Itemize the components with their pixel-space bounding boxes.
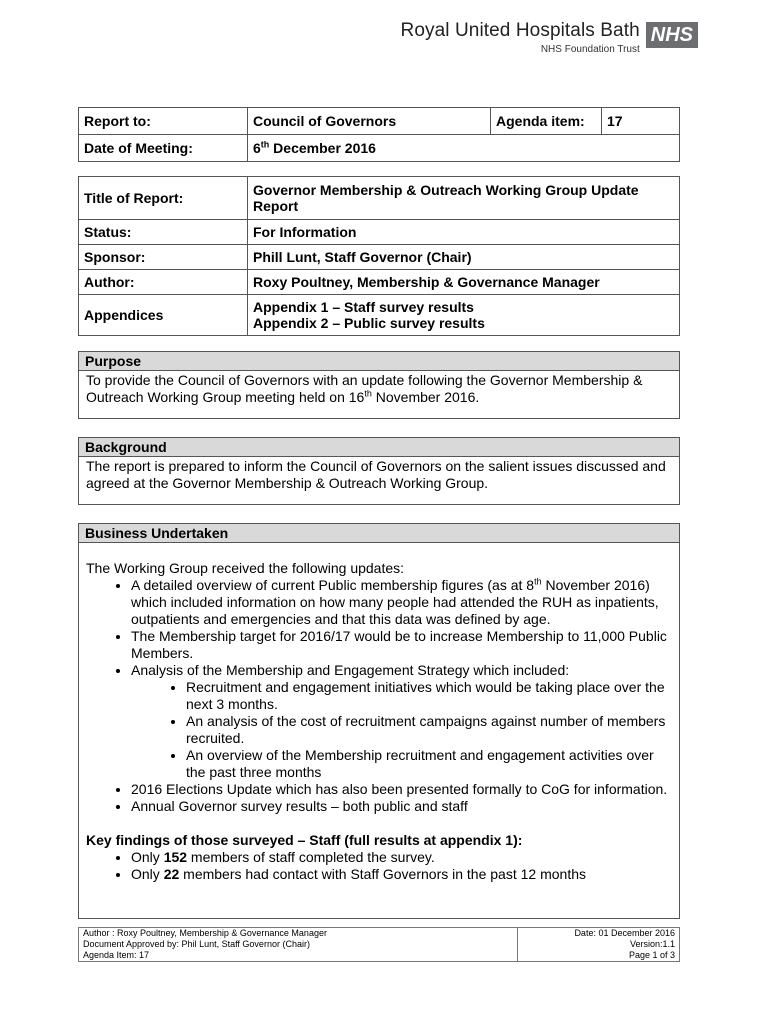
footer-approved: Document Approved by: Phil Lunt, Staff Governor (Chair): [83, 939, 310, 949]
footer-author: Author : Roxy Poultney, Membership & Governance Manager: [83, 928, 327, 938]
list-item: • An overview of the Membership recruitment and engagement activities over the past three months: [186, 747, 672, 781]
page-footer: [78, 927, 680, 962]
date-of-meeting-label: Date of Meeting:: [79, 135, 248, 162]
agenda-item-label: Agenda item:: [491, 108, 602, 135]
appendix-2: Appendix 2 – Public survey results: [253, 315, 485, 331]
key-findings-heading: Key findings of those surveyed – Staff (full results at appendix 1):: [86, 832, 523, 848]
report-to-value: Council of Governors: [248, 108, 491, 135]
date-of-meeting-value: [248, 135, 680, 162]
meeting-info-table: [78, 107, 680, 162]
sponsor-value: Phill Lunt, Staff Governor (Chair): [248, 245, 680, 270]
k1-text-a: Only: [131, 849, 164, 865]
strategy-sublist: [131, 679, 672, 781]
footer-left: [79, 928, 518, 962]
k1-number: 152: [163, 849, 188, 865]
nhs-logo: NHS: [646, 22, 698, 48]
purpose-sup: th: [364, 388, 372, 399]
appendices-value: [248, 295, 680, 336]
purpose-heading: Purpose: [79, 352, 679, 371]
b3-text: Analysis of the Membership and Engagement Strategy which included:: [131, 662, 570, 678]
report-details-table: [78, 176, 680, 336]
appendix-1: Appendix 1 – Staff survey results: [253, 299, 474, 315]
k2-text-b: members had contact with Staff Governors in the past 12 months: [179, 866, 586, 882]
report-to-label: Report to:: [79, 108, 248, 135]
k2-number: 22: [163, 866, 180, 882]
background-section: [78, 437, 680, 505]
updates-list: [86, 577, 672, 815]
list-item: • Annual Governor survey results – both public and staff: [131, 798, 672, 815]
organisation-block: [401, 20, 640, 55]
list-item: [131, 849, 672, 866]
status-value: For Information: [248, 220, 680, 245]
author-label: Author:: [79, 270, 248, 295]
purpose-text-a: To provide the Council of Governors with an update following the Governor Membership & Outreach Working Group meeting held on 16: [86, 372, 643, 405]
list-item: [131, 866, 672, 883]
page-header: [401, 20, 699, 55]
footer-version: Version:1.1: [629, 939, 675, 949]
footer-agenda: Agenda Item: 17: [83, 950, 150, 960]
business-heading: Business Undertaken: [79, 524, 679, 543]
list-item: • The Membership target for 2016/17 would be to increase Membership to 11,000 Public Members.: [131, 628, 672, 662]
agenda-item-value: 17: [602, 108, 680, 135]
footer-right: [518, 928, 680, 962]
b1-text-b: November 2016) which included information on how many people had attended the RUH as inpatients, outpatients and emergencies and that this data was defined by age.: [131, 577, 659, 627]
title-value: Governor Membership & Outreach Working Group Update Report: [248, 177, 680, 220]
purpose-section: [78, 351, 680, 419]
footer-page: Page 1 of 3: [628, 950, 675, 960]
business-body: [79, 543, 679, 884]
k1-text-b: members of staff completed the survey.: [187, 849, 435, 865]
sponsor-label: Sponsor:: [79, 245, 248, 270]
b1-sup: th: [534, 576, 542, 587]
footer-date: Date: 01 December 2016: [574, 928, 675, 938]
date-month-year: December 2016: [269, 140, 376, 156]
status-label: Status:: [79, 220, 248, 245]
title-label: Title of Report:: [79, 177, 248, 220]
background-text: The report is prepared to inform the Council of Governors on the salient issues discussed and agreed at the Governor Membership & Outreach Working Group.: [86, 458, 666, 491]
organisation-subtitle: NHS Foundation Trust: [540, 44, 640, 55]
organisation-name: Royal United Hospitals Bath: [400, 20, 640, 41]
key-findings-list: [86, 849, 672, 883]
list-item: • Recruitment and engagement initiatives which would be taking place over the next 3 months.: [186, 679, 672, 713]
purpose-text-b: November 2016.: [371, 389, 480, 405]
purpose-text: [79, 371, 679, 407]
appendices-label: Appendices: [79, 295, 248, 336]
author-value: Roxy Poultney, Membership & Governance Manager: [248, 270, 680, 295]
list-item: • An analysis of the cost of recruitment campaigns against number of members recruited.: [186, 713, 672, 747]
business-section: [78, 523, 680, 919]
list-item: [131, 662, 672, 781]
k2-text-a: Only: [131, 866, 164, 882]
list-item: [131, 577, 672, 628]
list-item: • 2016 Elections Update which has also been presented formally to CoG for information.: [131, 781, 672, 798]
business-intro: The Working Group received the following updates:: [86, 560, 405, 576]
background-heading: Background: [79, 438, 679, 457]
date-suffix: th: [260, 139, 270, 150]
b1-text-a: A detailed overview of current Public membership figures (as at 8: [131, 577, 535, 593]
date-day: 6: [253, 140, 261, 156]
